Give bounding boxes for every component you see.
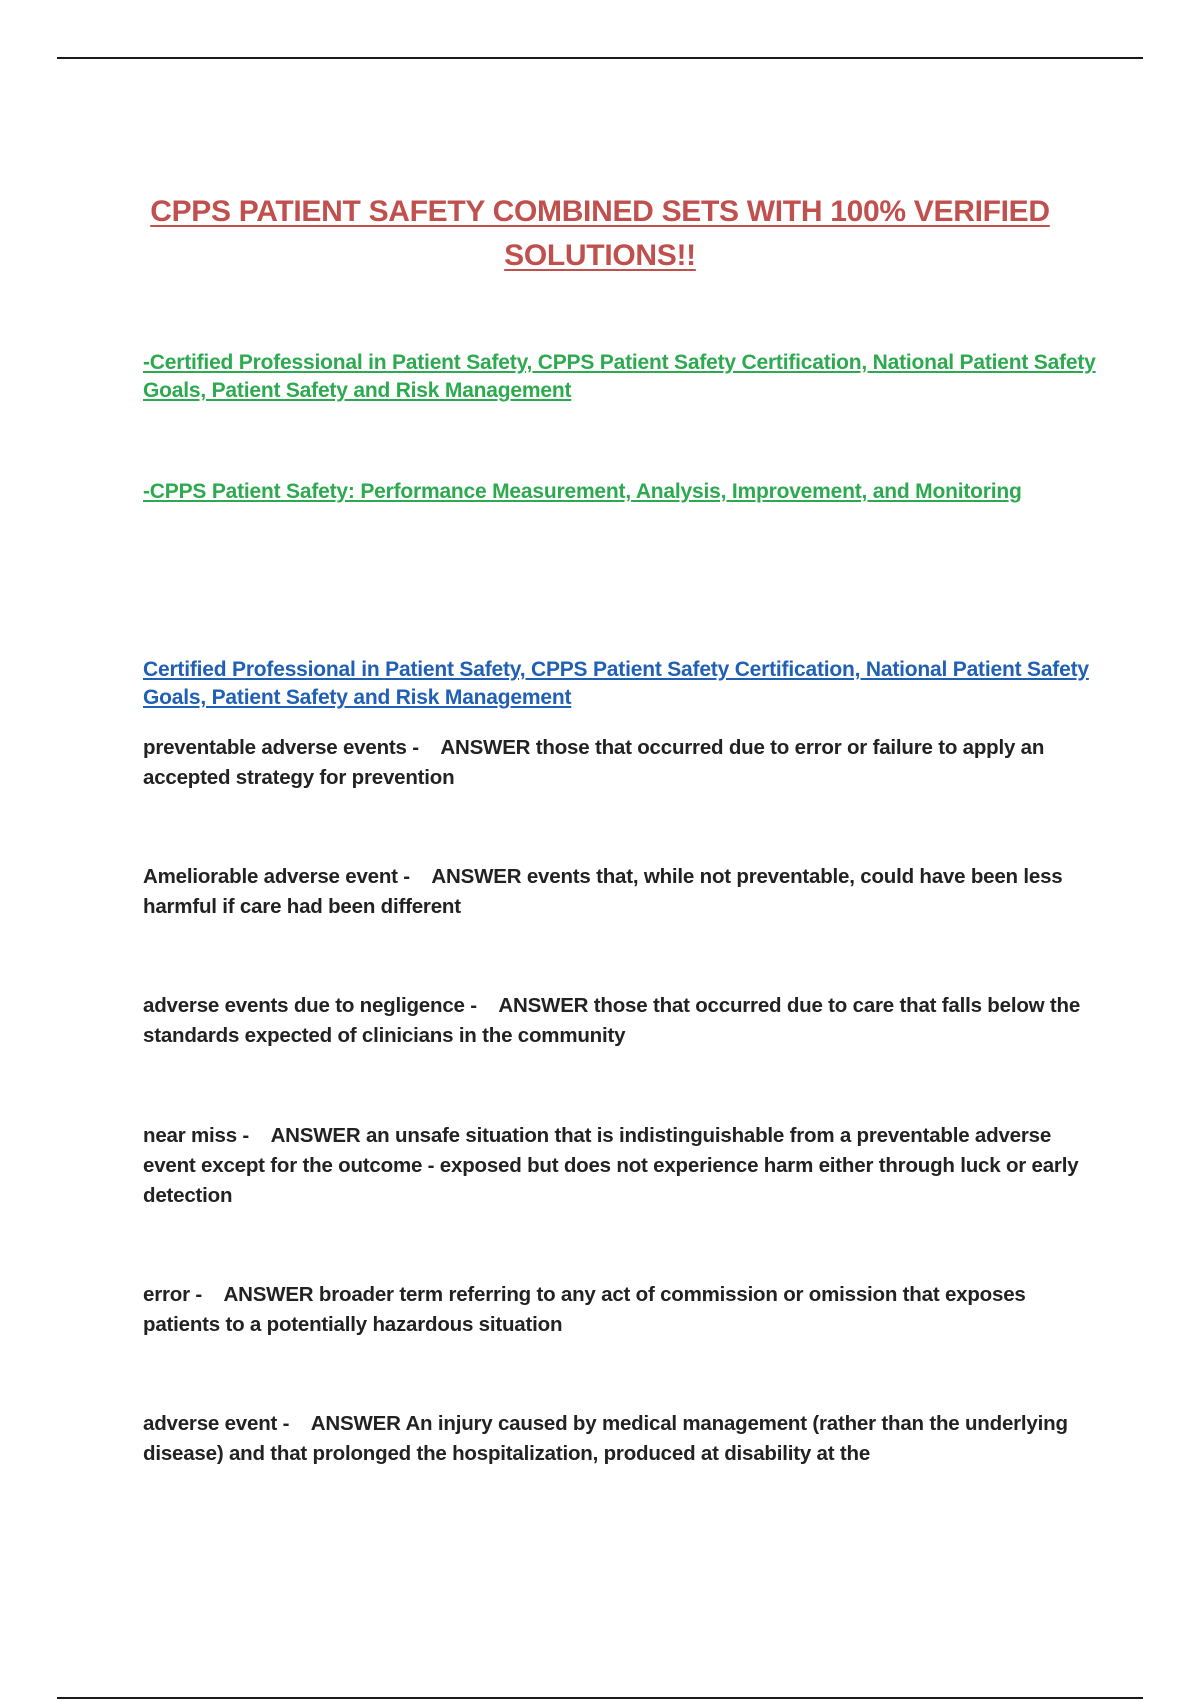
qa-term: near miss - [143, 1124, 255, 1147]
qa-term: error - [143, 1283, 207, 1306]
answer-label: ANSWER [498, 994, 589, 1017]
qa-answer: events that, while not preventable, could have been less harmful if care had been different [143, 865, 1063, 918]
answer-label: ANSWER [310, 1412, 401, 1435]
qa-item [143, 1121, 1103, 1211]
qa-item [143, 991, 1103, 1051]
qa-term: Ameliorable adverse event - [143, 865, 415, 888]
document-title: CPPS PATIENT SAFETY COMBINED SETS WITH 100% VERIFIED SOLUTIONS!! [150, 195, 1050, 272]
bottom-rule [57, 1697, 1143, 1699]
link-certified-professional[interactable]: -Certified Professional in Patient Safety, CPPS Patient Safety Certification, National Patient Safety Goals, Patient Safety and Risk Management [143, 351, 1096, 402]
qa-term: preventable adverse events - [143, 736, 424, 759]
qa-item [143, 862, 1103, 922]
qa-term: adverse event - [143, 1412, 295, 1435]
qa-item [143, 1409, 1103, 1469]
qa-answer: an unsafe situation that is indistinguishable from a preventable adverse event except for the outcome - exposed but does not experience harm either through luck or early detection [143, 1124, 1079, 1207]
section-heading[interactable]: Certified Professional in Patient Safety, CPPS Patient Safety Certification, National Patient Safety Goals, Patient Safety and Risk Management [143, 658, 1089, 709]
qa-item [143, 733, 1103, 793]
answer-label: ANSWER [270, 1124, 361, 1147]
qa-answer: those that occurred due to care that falls below the standards expected of clinicians in the community [143, 994, 1081, 1047]
top-rule [57, 57, 1143, 59]
link-performance-measurement[interactable]: -CPPS Patient Safety: Performance Measurement, Analysis, Improvement, and Monitoring [143, 480, 1022, 503]
answer-label: ANSWER [223, 1283, 314, 1306]
qa-answer: An injury caused by medical management (rather than the underlying disease) and that prolonged the hospitalization, produced at disability at the [143, 1412, 1068, 1465]
qa-term: adverse events due to negligence - [143, 994, 482, 1017]
answer-label: ANSWER [440, 736, 531, 759]
answer-label: ANSWER [431, 865, 522, 888]
qa-item [143, 1280, 1103, 1340]
qa-answer: those that occurred due to error or failure to apply an accepted strategy for prevention [143, 736, 1045, 789]
qa-answer: broader term referring to any act of commission or omission that exposes patients to a potentially hazardous situation [143, 1283, 1026, 1336]
